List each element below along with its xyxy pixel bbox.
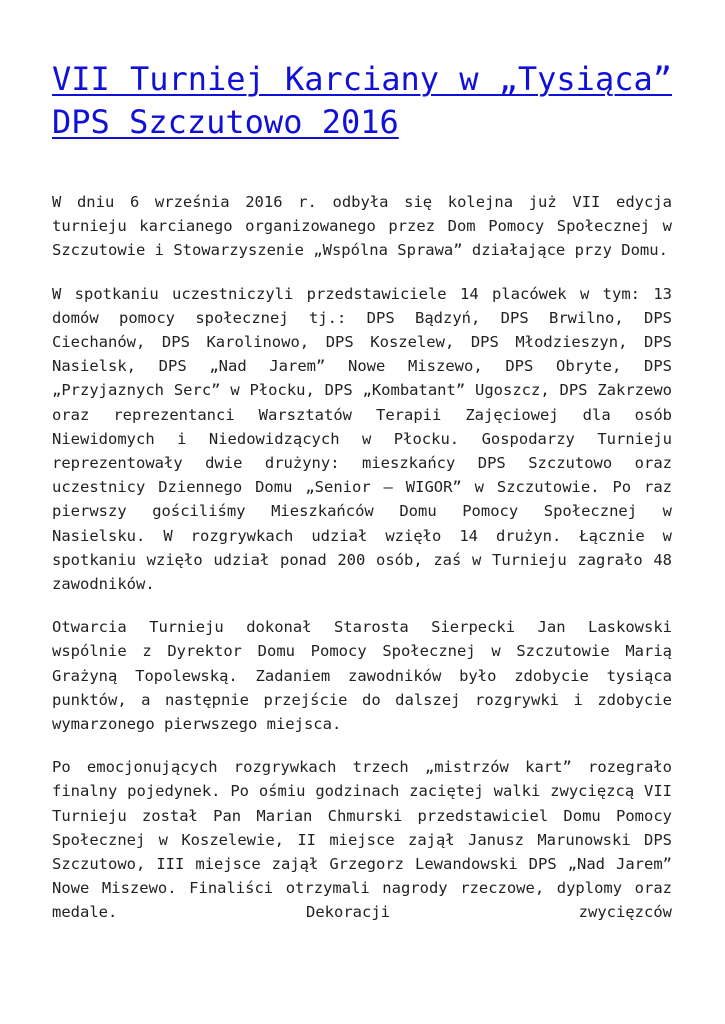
paragraph-results: Po emocjonujących rozgrywkach trzech „mistrzów kart” rozegrało finalny pojedynek. Po ośmiu godzinach zaciętej walki zwycięzcą VII Turnieju został Pan Marian Chmurski przedstawiciel Domu Pomocy Społecznej w Koszelewie, II miejsce zajął Janusz Marunowski DPS Szczutowo, III miejsce zajął Grzegorz Lewandowski DPS „Nad Jarem” Nowe Miszewo. Finaliści otrzymali nagrody rzeczowe, dyplomy oraz medale. Dekoracji zwycięzców — [52, 758, 672, 922]
article-title — [52, 58, 672, 144]
paragraph-participants: W spotkaniu uczestniczyli przedstawiciele 14 placówek w tym: 13 domów pomocy społecznej tj.: DPS Bądzyń, DPS Brwilno, DPS Ciechanów, DPS Karolinowo, DPS Koszelew, DPS Młodzieszyn, DPS Nasielsk, DPS „Nad Jarem” Nowe Miszewo, DPS Obryte, DPS „Przyjaznych Serc” w Płocku, DPS „Kombatant” Ugoszcz, DPS Zakrzewo oraz reprezentanci Warsztatów Terapii Zajęciowej dla osób Niewidomych i Niedowidzących w Płocku. Gospodarzy Turnieju reprezentowały dwie drużyny: mieszkańcy DPS Szczutowo oraz uczestnicy Dziennego Domu „Senior – WIGOR” w Szczutowie. Po raz pierwszy gościliśmy Mieszkańców Domu Pomocy Społecznej w Nasielsku. W rozgrywkach udział wzięło 14 drużyn. Łącznie w spotkaniu wzięło udział ponad 200 osób, zaś w Turnieju zagrało 48 zawodników. — [52, 284, 672, 594]
article-body — [52, 190, 672, 925]
paragraph-intro: W dniu 6 września 2016 r. odbyła się kolejna już VII edycja turnieju karcianego organizowanego przez Dom Pomocy Społecznej w Szczutowie i Stowarzyszenie „Wspólna Sprawa” działające przy Domu. — [52, 193, 672, 260]
article-title-link[interactable]: VII Turniej Karciany w „Tysiąca” DPS Szczutowo 2016 — [52, 60, 672, 141]
paragraph-opening: Otwarcia Turnieju dokonał Starosta Sierpecki Jan Laskowski wspólnie z Dyrektor Domu Pomocy Społecznej w Szczutowie Marią Grażyną Topolewską. Zadaniem zawodników było zdobycie tysiąca punktów, a następnie przejście do dalszej rozgrywki i zdobycie wymarzonego pierwszego miejsca. — [52, 618, 672, 734]
article — [52, 58, 672, 944]
